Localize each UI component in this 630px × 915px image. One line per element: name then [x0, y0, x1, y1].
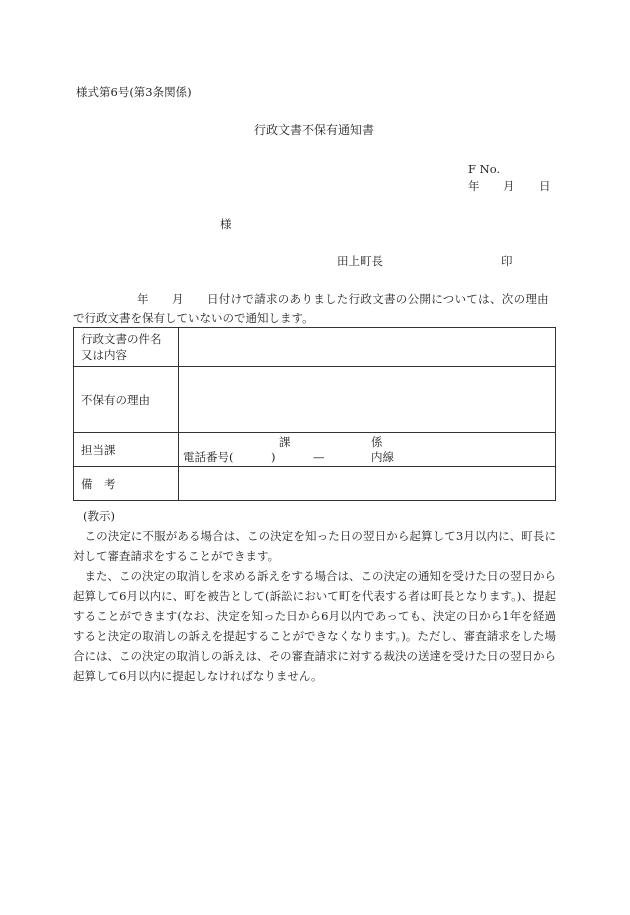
- department-value-cell: [179, 433, 556, 467]
- subject-label-line2: 又は内容: [81, 348, 127, 362]
- extension-label: 内線: [371, 450, 394, 464]
- remarks-value-cell: [179, 467, 556, 501]
- intro-year: 年: [137, 292, 149, 306]
- intro-text: 日付けで請求のありました行政文書の公開については、次の理由: [207, 292, 549, 306]
- reason-value-cell: [179, 367, 556, 433]
- department-label-cell: [74, 433, 179, 467]
- intro-month: 月: [172, 292, 184, 306]
- date-year-label: 年: [468, 179, 480, 193]
- notice-block: [73, 506, 556, 686]
- table-row: [74, 367, 556, 433]
- table-row: [74, 433, 556, 467]
- notice-heading: (教示): [83, 509, 115, 523]
- remarks-label-cell: [74, 467, 179, 501]
- form-number: 様式第6号(第3条関係): [76, 85, 192, 99]
- department-label: 担当課: [81, 442, 116, 457]
- subject-label-cell: [74, 328, 179, 367]
- table-row: [74, 328, 556, 367]
- date-day-label: 日: [539, 179, 551, 193]
- page-title: 行政文書不保有通知書: [254, 123, 375, 137]
- phone-label: 電話番号(: [183, 450, 234, 464]
- seal-mark: 印: [501, 254, 513, 268]
- notice-paragraph-1: この決定に不服がある場合は、この決定を知った日の翌日から起算して3月以内に、町長に対して審査請求をすることができます。: [73, 529, 556, 563]
- section-suffix: 課: [279, 435, 291, 449]
- date-month-label: 月: [503, 179, 515, 193]
- document-number-label: F No.: [468, 162, 501, 176]
- subject-value-cell: [179, 328, 556, 367]
- subject-label-line1: 行政文書の件名: [81, 332, 162, 346]
- reason-label-cell: [74, 367, 179, 433]
- remarks-label: 備 考: [81, 476, 116, 491]
- addressee-honorific: 様: [220, 217, 232, 231]
- notice-paragraph-2: また、この決定の取消しを求める訴えをする場合は、この決定の通知を受けた日の翌日から起算して6月以内に、町を被告として(訴訟において町を代表する者は町長となります。)、提起することができます(なお、決定を知った日から6月以内であっても、決定の日から1年を経過すると決定の取消しの訴えを提起することができなくなります。)。ただし、審査請求をした場合には、この決定の取消しの訴えは、その審査請求に対する裁決の送達を受けた日の翌日から起算して6月以内に提起しなければなりません。: [73, 569, 556, 683]
- intro-text-continued: で行政文書を保有していないので通知します。: [73, 311, 314, 325]
- table-row: [74, 467, 556, 501]
- reason-label: 不保有の理由: [81, 392, 150, 407]
- subsection-suffix: 係: [371, 435, 383, 449]
- phone-close-paren: ): [271, 450, 276, 464]
- phone-dash: —: [313, 450, 325, 464]
- notice-table: [73, 327, 556, 501]
- sender-name: 田上町長: [337, 254, 383, 268]
